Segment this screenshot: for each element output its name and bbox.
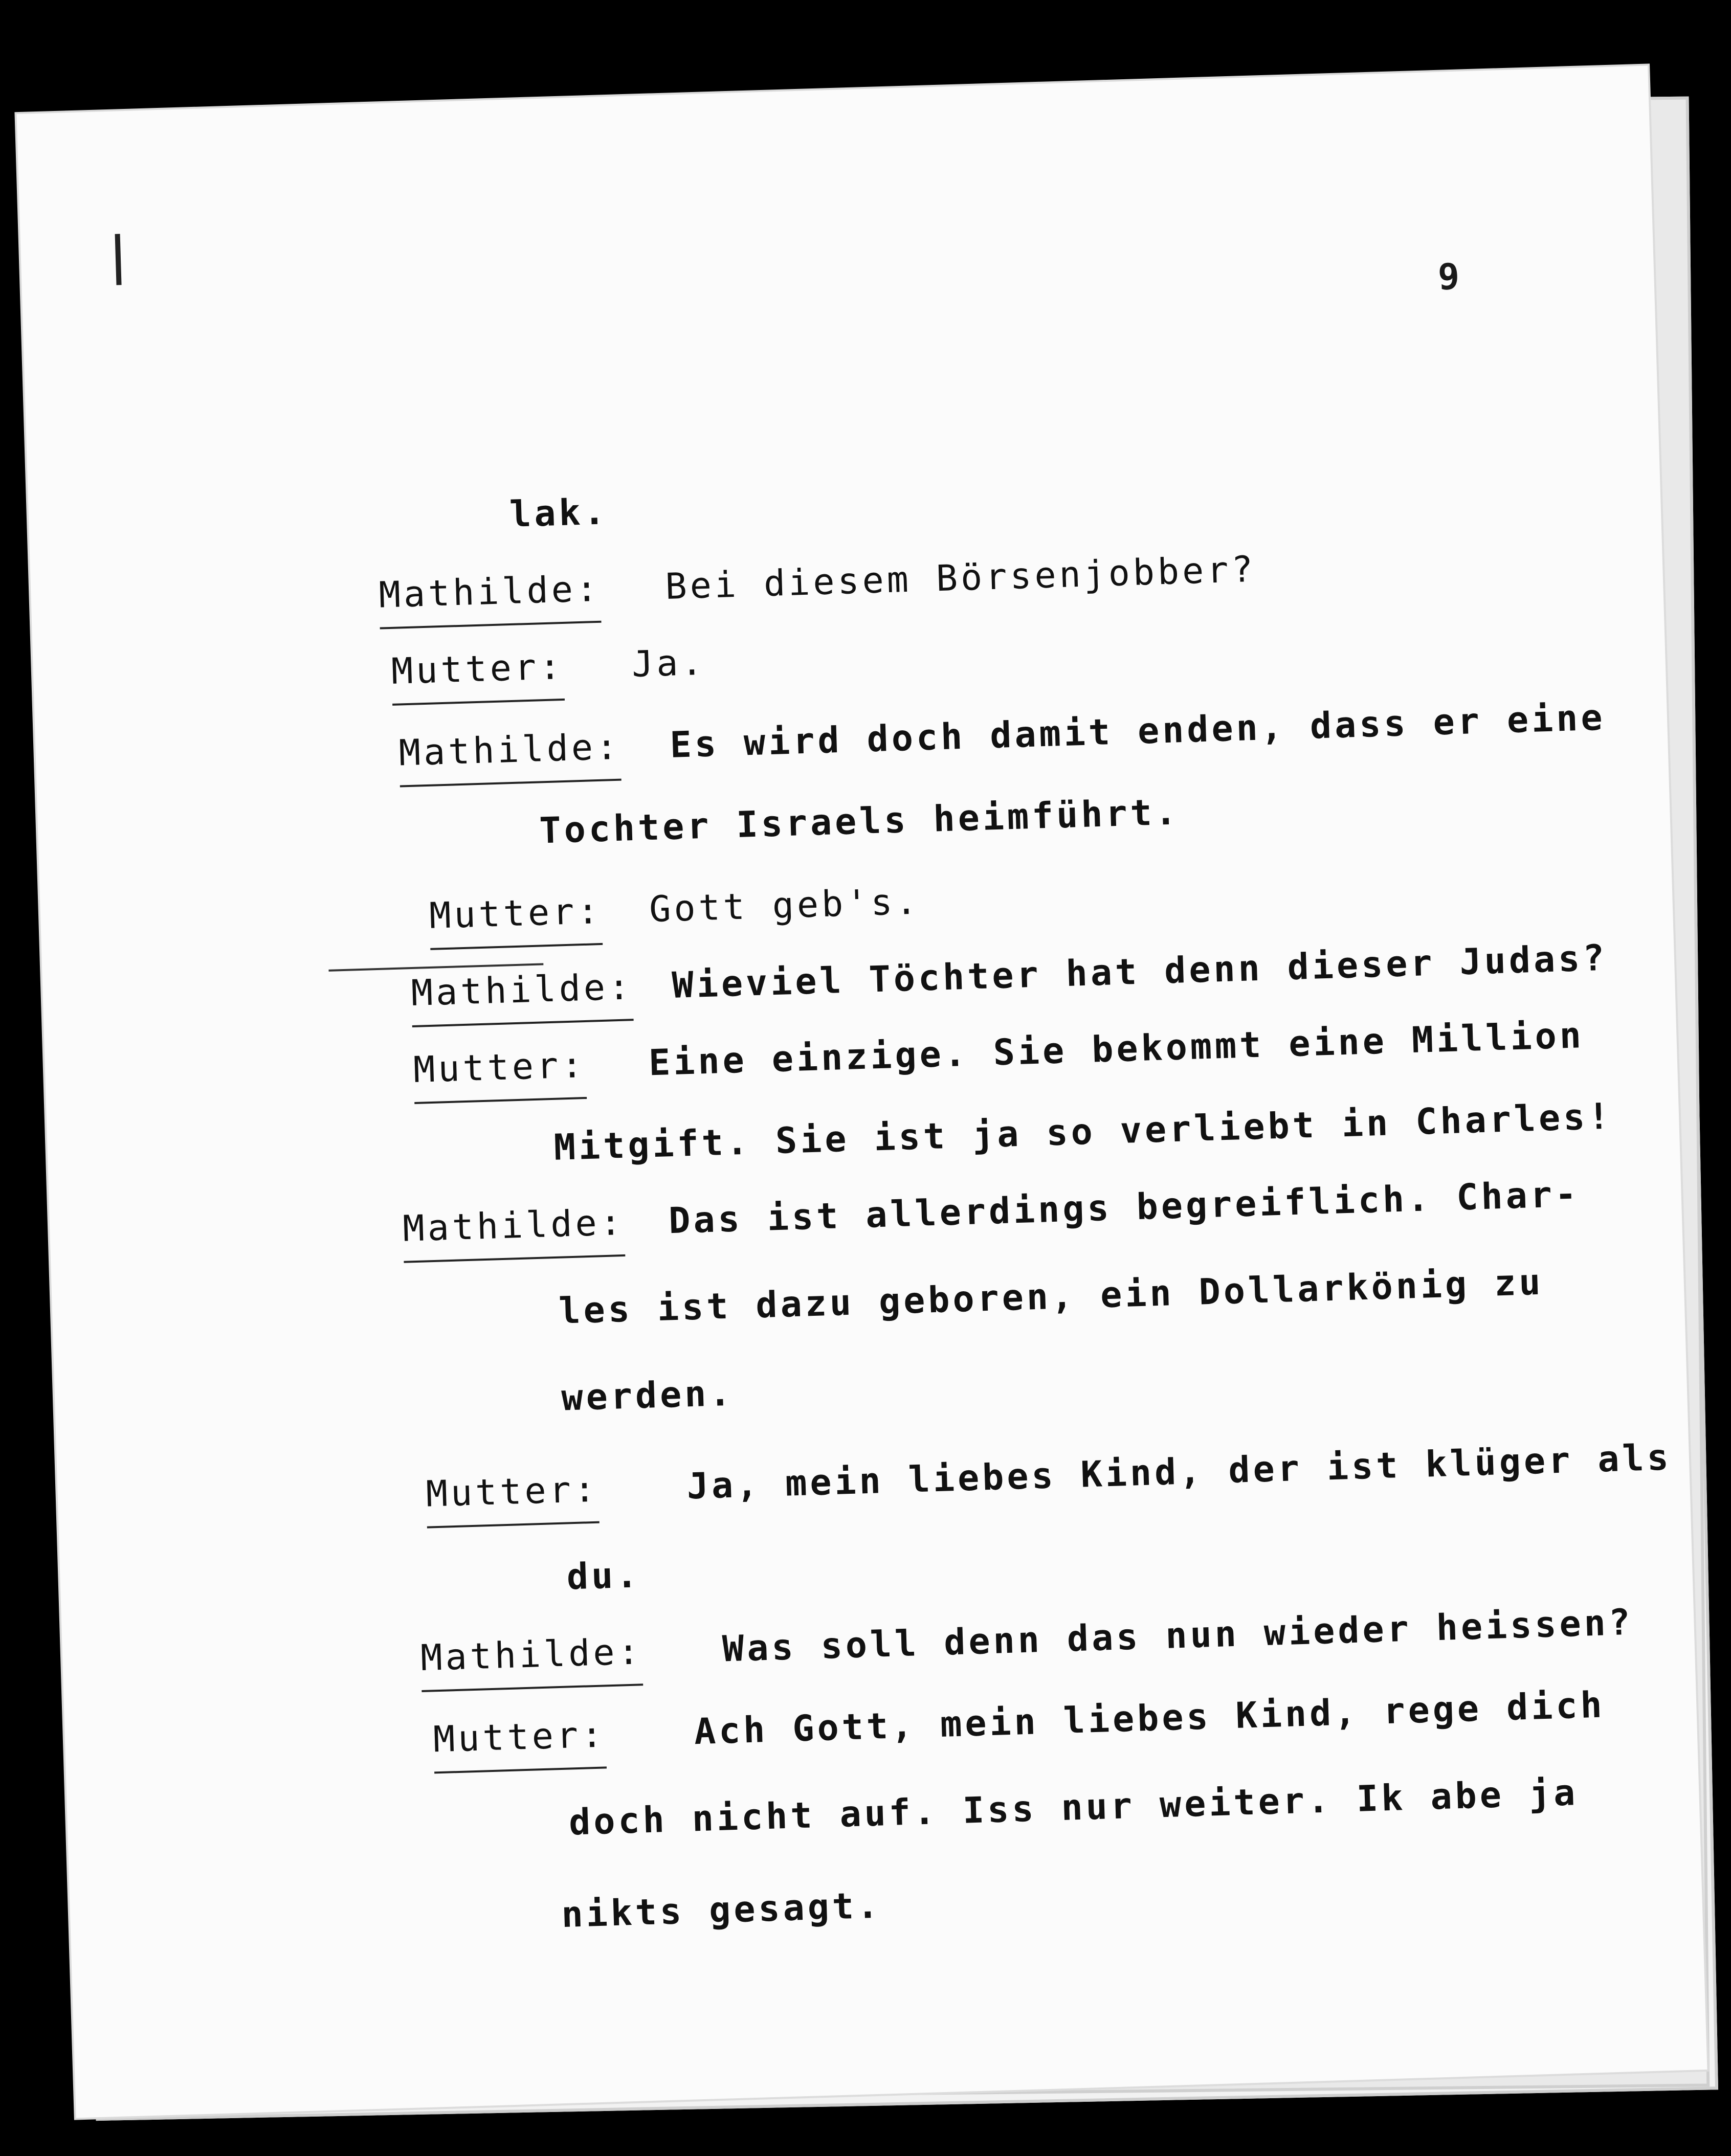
continuation-line: les ist dazu geboren, ein Dollarkönig zu (558, 1261, 1544, 1332)
continuation-line: nikts gesagt. (561, 1884, 882, 1936)
dialogue-line: Ja. (631, 641, 706, 685)
speaker-label: Mathilde: (402, 1201, 625, 1263)
speaker-label: Mathilde: (411, 965, 634, 1027)
dialogue-line: Ach Gott, mein liebes Kind, rege dich (693, 1683, 1606, 1753)
dialogue-line: Was soll denn das nun wieder heissen? (721, 1601, 1634, 1670)
continuation-line: du. (566, 1554, 641, 1598)
continuation-line: Tochter Israels heimführt. (539, 791, 1180, 852)
speaker-label: Mutter: (429, 890, 603, 950)
margin-mark (115, 234, 122, 285)
continuation-line: Mitgift. Sie ist ja so verliebt in Charles! (553, 1095, 1613, 1169)
continuation-line: lak. (508, 490, 609, 535)
continuation-line: doch nicht auf. Iss nur weiter. Ik abe ja (568, 1771, 1579, 1844)
speaker-label: Mutter: (391, 645, 565, 706)
dialogue-line: Bei diesem Börsenjobber? (664, 548, 1257, 608)
typed-page (17, 66, 1707, 2118)
dialogue-line: Es wird doch damit enden, dass er eine (669, 696, 1606, 766)
dialogue-line: Eine einzige. Sie bekommt eine Million (648, 1014, 1585, 1084)
dialogue-line: Gott geb's. (649, 880, 921, 931)
dialogue-line: Wieviel Töchter hat denn dieser Judas? (671, 936, 1608, 1006)
speaker-label: Mathilde: (420, 1630, 643, 1692)
dialogue-line: Das ist allerdings begreiflich. Char- (668, 1173, 1581, 1242)
speaker-label: Mutter: (433, 1713, 607, 1773)
dialogue-line: Ja, mein liebes Kind, der ist klüger als (686, 1436, 1672, 1508)
speaker-label: Mutter: (413, 1044, 587, 1104)
speaker-label: Mathilde: (398, 726, 622, 788)
page-number: 9 (1437, 255, 1460, 298)
speaker-label: Mutter: (426, 1468, 600, 1529)
speaker-label: Mathilde: (379, 568, 602, 630)
continuation-line: werden. (561, 1372, 735, 1419)
